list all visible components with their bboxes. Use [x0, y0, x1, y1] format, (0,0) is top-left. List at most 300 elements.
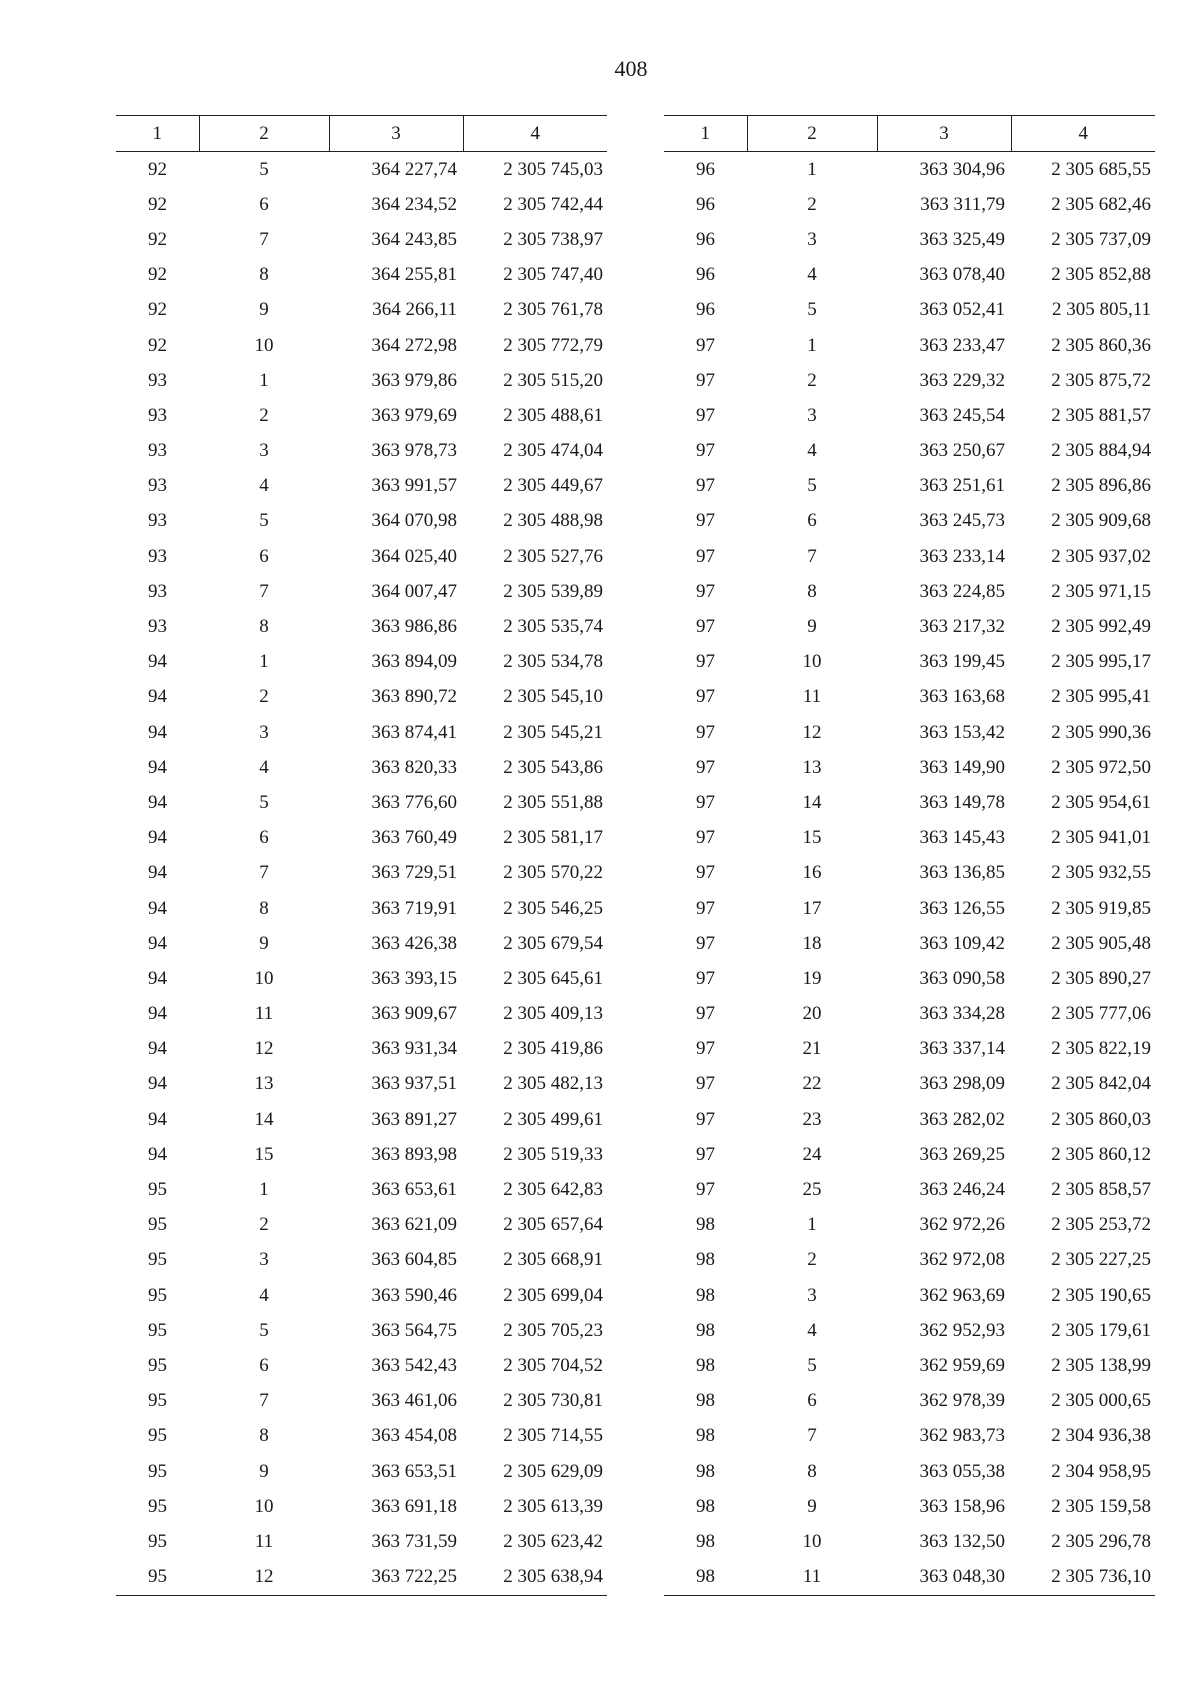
object-number-cell: 92	[148, 193, 167, 215]
object-number-cell: 98	[696, 1390, 715, 1412]
coordinate-x-cell: 364 007,47	[371, 580, 457, 602]
coordinate-y-cell: 2 305 623,42	[503, 1530, 603, 1552]
coordinate-x-cell: 363 109,42	[919, 932, 1005, 954]
table-row	[116, 785, 607, 820]
coordinate-y-cell: 2 305 296,78	[1051, 1530, 1151, 1552]
object-number-cell: 94	[148, 651, 167, 673]
coordinate-y-cell: 2 305 822,19	[1051, 1038, 1151, 1060]
point-number-cell: 12	[802, 721, 822, 743]
coordinate-y-cell: 2 305 971,15	[1051, 580, 1151, 602]
table-row	[116, 363, 607, 398]
object-number-cell: 95	[148, 1354, 167, 1376]
coordinate-x-cell: 362 972,26	[919, 1214, 1005, 1236]
object-number-cell: 98	[696, 1425, 715, 1447]
coordinate-x-cell: 363 893,98	[371, 1143, 457, 1165]
coordinate-y-cell: 2 305 972,50	[1051, 756, 1151, 778]
table-row	[664, 574, 1155, 609]
coordinate-x-cell: 363 820,33	[371, 756, 457, 778]
coordinate-x-cell: 362 978,39	[919, 1390, 1005, 1412]
object-number-cell: 97	[696, 510, 715, 532]
coordinate-y-cell: 2 305 992,49	[1051, 616, 1151, 638]
table-body	[664, 152, 1155, 1596]
table-row	[116, 187, 607, 222]
object-number-cell: 97	[696, 1038, 715, 1060]
point-number-cell: 24	[802, 1143, 822, 1165]
object-number-cell: 98	[696, 1530, 715, 1552]
coordinate-x-cell: 363 937,51	[371, 1073, 457, 1095]
point-number-cell: 14	[254, 1108, 274, 1130]
coordinate-x-cell: 363 393,15	[371, 967, 457, 989]
object-number-cell: 97	[696, 369, 715, 391]
table-row	[664, 1560, 1155, 1596]
coordinate-x-cell: 363 251,61	[919, 475, 1005, 497]
coordinate-y-cell: 2 305 519,33	[503, 1143, 603, 1165]
table-row	[664, 293, 1155, 328]
table-row	[664, 997, 1155, 1032]
point-number-cell: 12	[254, 1038, 274, 1060]
table-row	[664, 680, 1155, 715]
table-row	[664, 609, 1155, 644]
point-number-cell: 5	[259, 1319, 269, 1341]
table-row	[116, 539, 607, 574]
table-row	[664, 856, 1155, 891]
point-number-cell: 1	[259, 1179, 269, 1201]
coordinate-y-cell: 2 305 227,25	[1051, 1249, 1151, 1271]
coordinate-x-cell: 363 426,38	[371, 932, 457, 954]
table-row	[664, 398, 1155, 433]
coordinate-y-cell: 2 305 990,36	[1051, 721, 1151, 743]
point-number-cell: 7	[259, 580, 269, 602]
object-number-cell: 93	[148, 616, 167, 638]
point-number-cell: 3	[807, 228, 817, 250]
coordinate-x-cell: 363 621,09	[371, 1214, 457, 1236]
point-number-cell: 7	[259, 862, 269, 884]
object-number-cell: 97	[696, 756, 715, 778]
coordinate-y-cell: 2 305 699,04	[503, 1284, 603, 1306]
coordinate-x-cell: 363 564,75	[371, 1319, 457, 1341]
table-row	[116, 504, 607, 539]
coordinate-y-cell: 2 305 704,52	[503, 1354, 603, 1376]
point-number-cell: 1	[807, 334, 817, 356]
coordinate-x-cell: 362 972,08	[919, 1249, 1005, 1271]
point-number-cell: 6	[259, 545, 269, 567]
table-row	[116, 1243, 607, 1278]
coordinate-y-cell: 2 305 642,83	[503, 1179, 603, 1201]
point-number-cell: 3	[259, 440, 269, 462]
coordinate-x-cell: 363 163,68	[919, 686, 1005, 708]
column-header-4: 4	[1011, 116, 1155, 152]
coordinate-x-cell: 363 891,27	[371, 1108, 457, 1130]
coordinate-y-cell: 2 305 409,13	[503, 1003, 603, 1025]
coordinate-y-cell: 2 305 860,12	[1051, 1143, 1151, 1165]
coordinate-x-cell: 363 978,73	[371, 440, 457, 462]
point-number-cell: 2	[807, 1249, 817, 1271]
point-number-cell: 7	[259, 1390, 269, 1412]
coordinate-y-cell: 2 305 159,58	[1051, 1495, 1151, 1517]
coordinate-x-cell: 363 269,25	[919, 1143, 1005, 1165]
table-row	[116, 398, 607, 433]
table-row	[116, 1560, 607, 1596]
coordinate-x-cell: 363 604,85	[371, 1249, 457, 1271]
object-number-cell: 97	[696, 651, 715, 673]
table-row	[664, 328, 1155, 363]
table-row	[116, 1137, 607, 1172]
coordinate-y-cell: 2 305 545,10	[503, 686, 603, 708]
column-header-1: 1	[664, 116, 747, 152]
coordinate-y-cell: 2 305 679,54	[503, 932, 603, 954]
point-number-cell: 6	[807, 1390, 817, 1412]
coordinate-x-cell: 364 266,11	[372, 299, 457, 321]
object-number-cell: 92	[148, 228, 167, 250]
point-number-cell: 9	[259, 932, 269, 954]
coordinate-y-cell: 2 305 535,74	[503, 616, 603, 638]
coordinate-y-cell: 2 305 705,23	[503, 1319, 603, 1341]
coordinate-y-cell: 2 305 253,72	[1051, 1214, 1151, 1236]
object-number-cell: 93	[148, 510, 167, 532]
table-row	[664, 539, 1155, 574]
point-number-cell: 1	[259, 369, 269, 391]
object-number-cell: 97	[696, 545, 715, 567]
coordinate-y-cell: 2 305 881,57	[1051, 404, 1151, 426]
coordinate-y-cell: 2 305 581,17	[503, 827, 603, 849]
point-number-cell: 2	[259, 1214, 269, 1236]
table-row	[664, 645, 1155, 680]
coordinate-y-cell: 2 305 645,61	[503, 967, 603, 989]
point-number-cell: 3	[807, 1284, 817, 1306]
table-row	[664, 715, 1155, 750]
coordinate-x-cell: 363 055,38	[919, 1460, 1005, 1482]
point-number-cell: 2	[259, 686, 269, 708]
point-number-cell: 8	[259, 616, 269, 638]
point-number-cell: 9	[259, 1460, 269, 1482]
object-number-cell: 95	[148, 1530, 167, 1552]
point-number-cell: 11	[254, 1530, 274, 1552]
table-row	[116, 961, 607, 996]
object-number-cell: 94	[148, 1003, 167, 1025]
coordinate-x-cell: 363 729,51	[371, 862, 457, 884]
table-row	[116, 1384, 607, 1419]
coordinate-x-cell: 363 052,41	[919, 299, 1005, 321]
coordinate-x-cell: 363 760,49	[371, 827, 457, 849]
object-number-cell: 93	[148, 369, 167, 391]
coordinate-y-cell: 2 305 737,09	[1051, 228, 1151, 250]
coordinate-y-cell: 2 305 682,46	[1051, 193, 1151, 215]
coordinate-x-cell: 363 986,86	[371, 616, 457, 638]
coordinate-y-cell: 2 305 546,25	[503, 897, 603, 919]
table-row	[664, 1313, 1155, 1348]
table-body	[116, 152, 607, 1596]
coordinate-x-cell: 363 874,41	[371, 721, 457, 743]
point-number-cell: 1	[807, 1214, 817, 1236]
object-number-cell: 94	[148, 791, 167, 813]
coordinate-x-cell: 363 245,54	[919, 404, 1005, 426]
coordinate-y-cell: 2 305 995,41	[1051, 686, 1151, 708]
object-number-cell: 95	[148, 1495, 167, 1517]
object-number-cell: 97	[696, 932, 715, 954]
object-number-cell: 95	[148, 1319, 167, 1341]
coordinate-x-cell: 363 653,51	[371, 1460, 457, 1482]
table-row	[664, 187, 1155, 222]
coordinate-x-cell: 363 282,02	[919, 1108, 1005, 1130]
object-number-cell: 92	[148, 158, 167, 180]
coordinate-x-cell: 363 250,67	[919, 440, 1005, 462]
table-row	[116, 926, 607, 961]
table-row	[664, 1172, 1155, 1207]
table-row	[116, 609, 607, 644]
object-number-cell: 97	[696, 580, 715, 602]
object-number-cell: 98	[696, 1495, 715, 1517]
point-number-cell: 4	[259, 756, 269, 778]
coordinate-x-cell: 363 048,30	[877, 1560, 1011, 1596]
coordinate-y-cell: 2 305 179,61	[1051, 1319, 1151, 1341]
point-number-cell: 9	[259, 299, 269, 321]
object-number-cell: 94	[148, 827, 167, 849]
column-header-4: 4	[463, 116, 607, 152]
table-row	[116, 1172, 607, 1207]
point-number-cell: 3	[807, 404, 817, 426]
point-number-cell: 6	[807, 510, 817, 532]
coordinate-x-cell: 363 979,69	[371, 404, 457, 426]
coordinate-x-cell: 364 234,52	[371, 193, 457, 215]
coordinate-x-cell: 363 337,14	[919, 1038, 1005, 1060]
point-number-cell: 13	[802, 756, 822, 778]
coordinate-x-cell: 364 243,85	[371, 228, 457, 250]
coordinate-x-cell: 363 149,90	[919, 756, 1005, 778]
coordinate-y-cell: 2 305 570,22	[503, 862, 603, 884]
object-number-cell: 97	[696, 1143, 715, 1165]
coordinate-x-cell: 362 959,69	[919, 1354, 1005, 1376]
object-number-cell: 95	[148, 1179, 167, 1201]
coordinate-x-cell: 363 461,06	[371, 1390, 457, 1412]
table-row	[664, 363, 1155, 398]
object-number-cell: 97	[696, 897, 715, 919]
table-row	[116, 1313, 607, 1348]
object-number-cell: 93	[148, 545, 167, 567]
coordinate-y-cell: 2 305 842,04	[1051, 1073, 1151, 1095]
point-number-cell: 5	[807, 299, 817, 321]
table-row	[664, 821, 1155, 856]
coordinate-y-cell: 2 305 482,13	[503, 1073, 603, 1095]
object-number-cell: 94	[148, 862, 167, 884]
page-number: 408	[614, 56, 648, 81]
coordinate-y-cell: 2 305 668,91	[503, 1249, 603, 1271]
coordinate-y-cell: 2 305 777,06	[1051, 1003, 1151, 1025]
object-number-cell: 97	[696, 1179, 715, 1201]
coordinate-x-cell: 363 132,50	[919, 1530, 1005, 1552]
point-number-cell: 6	[259, 827, 269, 849]
table-row	[664, 1524, 1155, 1559]
coordinate-y-cell: 2 305 499,61	[503, 1108, 603, 1130]
point-number-cell: 3	[259, 721, 269, 743]
coordinate-x-cell: 363 311,79	[920, 193, 1005, 215]
coordinate-x-cell: 363 653,61	[371, 1179, 457, 1201]
object-number-cell: 96	[696, 158, 715, 180]
table-row	[116, 645, 607, 680]
coordinate-x-cell: 363 304,96	[919, 158, 1005, 180]
table-row	[116, 715, 607, 750]
object-number-cell: 94	[148, 932, 167, 954]
point-number-cell: 2	[259, 404, 269, 426]
coordinate-x-cell: 363 145,43	[919, 827, 1005, 849]
table-row	[664, 750, 1155, 785]
table-row	[664, 1208, 1155, 1243]
object-number-cell: 98	[696, 1354, 715, 1376]
coordinate-y-cell: 2 305 685,55	[1051, 158, 1151, 180]
coordinate-y-cell: 2 305 919,85	[1051, 897, 1151, 919]
coordinate-y-cell: 2 305 852,88	[1051, 264, 1151, 286]
table-row	[116, 434, 607, 469]
point-number-cell: 16	[802, 862, 822, 884]
object-number-cell: 94	[148, 967, 167, 989]
object-number-cell: 97	[696, 791, 715, 813]
object-number-cell: 97	[696, 1108, 715, 1130]
object-number-cell: 96	[696, 299, 715, 321]
object-number-cell: 98	[696, 1319, 715, 1341]
object-number-cell: 95	[116, 1560, 199, 1596]
column-header-2: 2	[199, 116, 329, 152]
coordinate-x-cell: 364 227,74	[371, 158, 457, 180]
coordinate-x-cell: 363 153,42	[919, 721, 1005, 743]
point-number-cell: 2	[807, 193, 817, 215]
table-row	[116, 1278, 607, 1313]
point-number-cell: 2	[807, 369, 817, 391]
object-number-cell: 98	[696, 1214, 715, 1236]
coordinate-x-cell: 363 979,86	[371, 369, 457, 391]
table-row	[664, 961, 1155, 996]
point-number-cell: 7	[259, 228, 269, 250]
object-number-cell: 92	[148, 334, 167, 356]
table-row	[116, 152, 607, 188]
coordinate-y-cell: 2 305 805,11	[1051, 299, 1151, 321]
point-number-cell: 20	[802, 1003, 822, 1025]
coordinate-y-cell: 2 305 896,86	[1051, 475, 1151, 497]
point-number-cell: 5	[259, 158, 269, 180]
coordinate-x-cell: 363 224,85	[919, 580, 1005, 602]
coordinate-y-cell: 2 305 714,55	[503, 1425, 603, 1447]
coordinate-x-cell: 363 909,67	[371, 1003, 457, 1025]
coordinate-y-cell: 2 305 545,21	[503, 721, 603, 743]
coordinate-y-cell: 2 304 936,38	[1051, 1425, 1151, 1447]
object-number-cell: 97	[696, 1003, 715, 1025]
point-number-cell: 4	[807, 264, 817, 286]
coordinate-x-cell: 362 952,93	[919, 1319, 1005, 1341]
coordinate-y-cell: 2 305 875,72	[1051, 369, 1151, 391]
table-row	[664, 1384, 1155, 1419]
point-number-cell: 10	[254, 1495, 274, 1517]
object-number-cell: 98	[664, 1560, 747, 1596]
object-number-cell: 97	[696, 721, 715, 743]
object-number-cell: 94	[148, 1038, 167, 1060]
point-number-cell: 12	[199, 1560, 329, 1596]
point-number-cell: 4	[807, 440, 817, 462]
point-number-cell: 5	[259, 510, 269, 532]
coordinate-x-cell: 363 931,34	[371, 1038, 457, 1060]
coordinate-x-cell: 363 149,78	[919, 791, 1005, 813]
coordinate-x-cell: 363 719,91	[371, 897, 457, 919]
coordinate-y-cell: 2 305 629,09	[503, 1460, 603, 1482]
table-row	[116, 1032, 607, 1067]
coordinate-y-cell: 2 305 747,40	[503, 264, 603, 286]
table-row	[664, 258, 1155, 293]
point-number-cell: 21	[802, 1038, 822, 1060]
point-number-cell: 8	[259, 264, 269, 286]
object-number-cell: 96	[696, 264, 715, 286]
object-number-cell: 97	[696, 1073, 715, 1095]
table-row	[664, 926, 1155, 961]
point-number-cell: 1	[259, 651, 269, 673]
point-number-cell: 9	[807, 616, 817, 638]
coordinate-y-cell: 2 305 860,03	[1051, 1108, 1151, 1130]
point-number-cell: 4	[259, 475, 269, 497]
coordinate-y-cell: 2 305 613,39	[503, 1495, 603, 1517]
coordinate-y-cell: 2 305 474,04	[503, 440, 603, 462]
table-row	[116, 891, 607, 926]
table-row	[664, 891, 1155, 926]
table-header-row	[116, 116, 607, 152]
coordinate-y-cell: 2 305 954,61	[1051, 791, 1151, 813]
coordinate-x-cell: 364 025,40	[371, 545, 457, 567]
table-row	[116, 328, 607, 363]
coordinate-x-cell: 363 776,60	[371, 791, 457, 813]
coordinate-x-cell: 363 890,72	[371, 686, 457, 708]
coordinate-x-cell: 363 078,40	[919, 264, 1005, 286]
coordinate-x-cell: 363 991,57	[371, 475, 457, 497]
object-number-cell: 97	[696, 686, 715, 708]
coordinate-y-cell: 2 305 543,86	[503, 756, 603, 778]
point-number-cell: 11	[747, 1560, 877, 1596]
coordinate-y-cell: 2 305 745,03	[503, 158, 603, 180]
coordinate-x-cell: 363 894,09	[371, 651, 457, 673]
object-number-cell: 94	[148, 1108, 167, 1130]
point-number-cell: 9	[807, 1495, 817, 1517]
object-number-cell: 97	[696, 334, 715, 356]
table-row	[664, 152, 1155, 188]
table-row	[664, 1489, 1155, 1524]
coordinate-x-cell: 363 233,47	[919, 334, 1005, 356]
object-number-cell: 95	[148, 1284, 167, 1306]
point-number-cell: 8	[807, 1460, 817, 1482]
coordinate-x-cell: 363 090,58	[919, 967, 1005, 989]
table-row	[116, 574, 607, 609]
object-number-cell: 96	[696, 193, 715, 215]
coordinate-x-cell: 363 245,73	[919, 510, 1005, 532]
object-number-cell: 95	[148, 1425, 167, 1447]
object-number-cell: 94	[148, 756, 167, 778]
table-row	[116, 1489, 607, 1524]
point-number-cell: 4	[259, 1284, 269, 1306]
point-number-cell: 8	[807, 580, 817, 602]
coordinate-y-cell: 2 305 657,64	[503, 1214, 603, 1236]
coordinate-x-cell: 363 691,18	[371, 1495, 457, 1517]
table-row	[116, 680, 607, 715]
point-number-cell: 10	[254, 967, 274, 989]
table-row	[116, 856, 607, 891]
coordinate-y-cell: 2 305 730,81	[503, 1390, 603, 1412]
coordinate-y-cell: 2 305 138,99	[1051, 1354, 1151, 1376]
coordinate-x-cell: 363 325,49	[919, 228, 1005, 250]
table-row	[116, 1067, 607, 1102]
object-number-cell: 92	[148, 299, 167, 321]
object-number-cell: 98	[696, 1249, 715, 1271]
coordinate-y-cell: 2 305 890,27	[1051, 967, 1151, 989]
point-number-cell: 15	[802, 827, 822, 849]
point-number-cell: 7	[807, 1425, 817, 1447]
coordinate-y-cell: 2 305 860,36	[1051, 334, 1151, 356]
point-number-cell: 11	[254, 1003, 274, 1025]
coordinate-x-cell: 363 126,55	[919, 897, 1005, 919]
coordinate-y-cell: 2 305 534,78	[503, 651, 603, 673]
point-number-cell: 10	[802, 651, 822, 673]
